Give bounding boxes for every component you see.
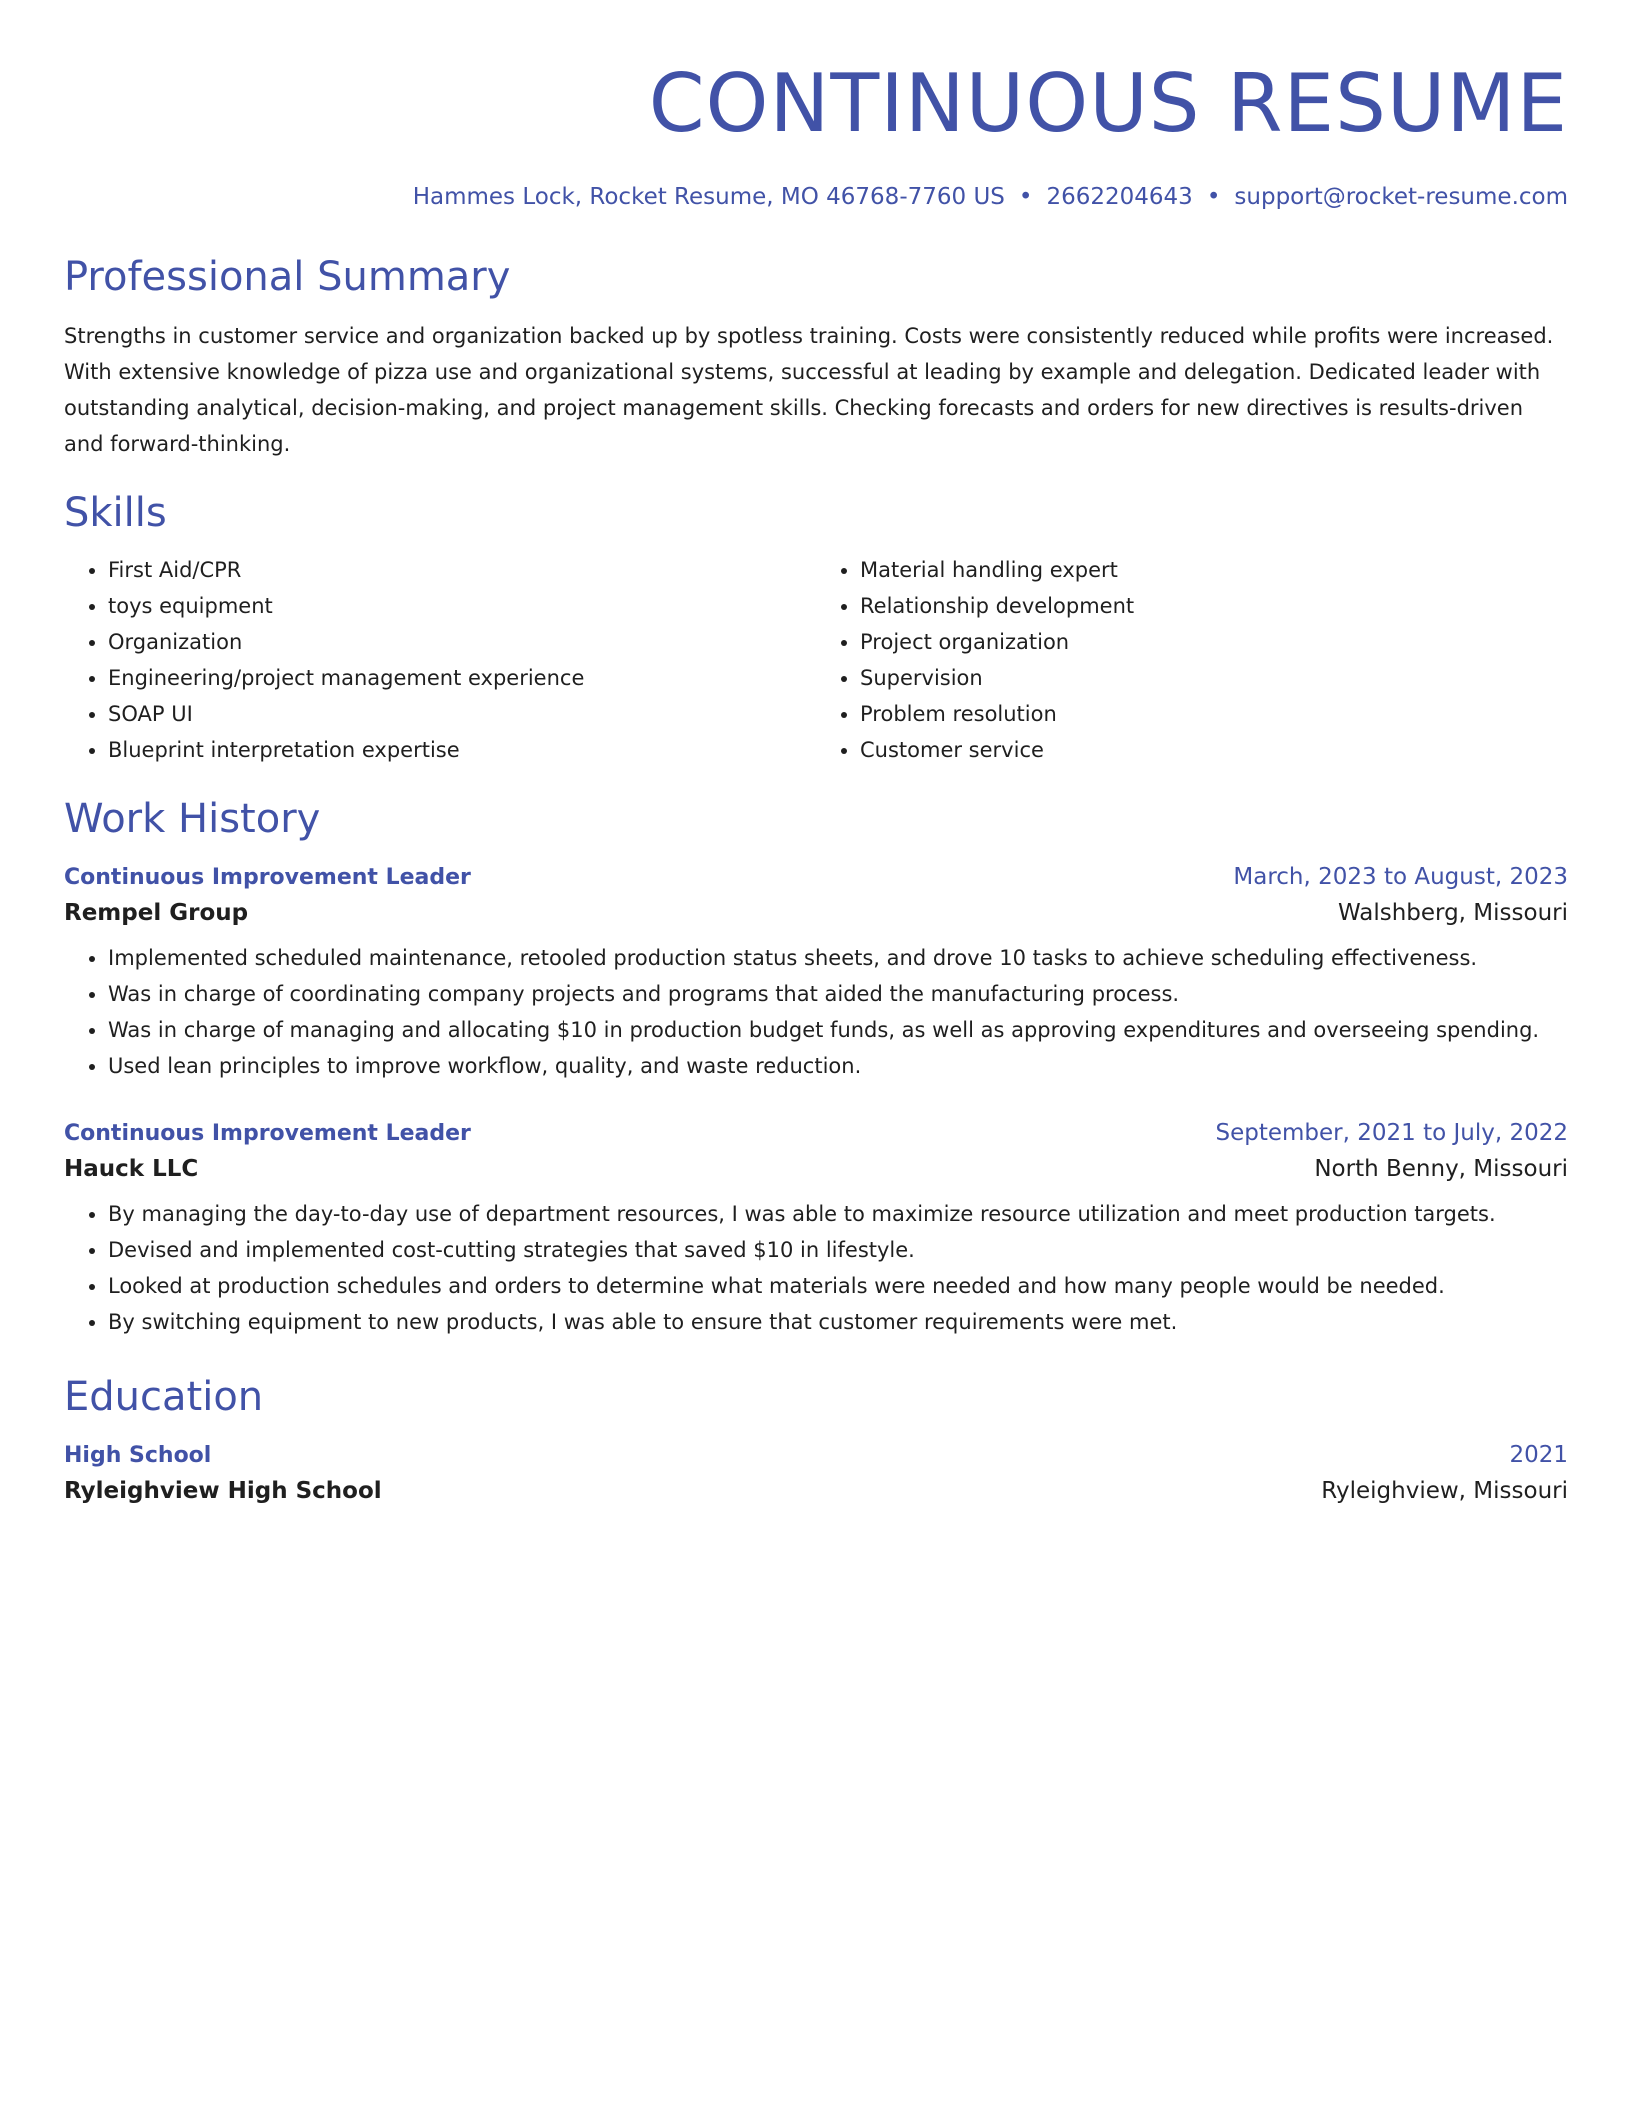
job-dates: September, 2021 to July, 2022 <box>1215 1120 1568 1146</box>
job-header-row <box>64 1120 1568 1146</box>
job-company-row <box>64 1156 1568 1182</box>
job-location: Walshberg, Missouri <box>1337 900 1568 926</box>
skill-item: • Project organization <box>860 624 1568 660</box>
contact-email: support@rocket-resume.com <box>1234 184 1568 210</box>
job-location: North Benny, Missouri <box>1314 1156 1568 1182</box>
job-duties-list <box>64 940 1568 1084</box>
contact-phone: 2662204643 <box>1046 184 1193 210</box>
skill-item: • Blueprint interpretation expertise <box>108 732 816 768</box>
job-duty: • Was in charge of coordinating company projects and programs that aided the manufacturing process. <box>108 976 1568 1012</box>
skill-item: • Material handling expert <box>860 552 1568 588</box>
job-company: Hauck LLC <box>64 1156 199 1182</box>
job-entry <box>64 864 1568 1084</box>
job-company-row <box>64 900 1568 926</box>
contact-separator: • <box>1206 184 1221 210</box>
resume-name: CONTINUOUS RESUME <box>648 57 1568 150</box>
skills-list-right <box>816 552 1568 768</box>
job-role: Continuous Improvement Leader <box>64 1121 471 1146</box>
job-duty: • Implemented scheduled maintenance, retooled production status sheets, and drove 10 tasks to achieve scheduling effectiveness. <box>108 940 1568 976</box>
skills-columns <box>64 552 1568 768</box>
education-section <box>64 1374 1568 1504</box>
skills-list-left <box>64 552 816 768</box>
skill-item: • Engineering/project management experience <box>108 660 816 696</box>
education-header-row <box>64 1442 1568 1468</box>
section-title-summary: Professional Summary <box>64 254 511 300</box>
section-title-education: Education <box>64 1374 264 1420</box>
job-duty: • By managing the day-to-day use of department resources, I was able to maximize resource utilization and meet production targets. <box>108 1196 1568 1232</box>
education-entry <box>64 1442 1568 1504</box>
job-duty: • By switching equipment to new products, I was able to ensure that customer requirements were met. <box>108 1304 1568 1340</box>
summary-text: Strengths in customer service and organization backed up by spotless training. Costs were consistently reduced while profits were increased. With extensive knowledge of pizza use and organizational systems, successful at leading by example and delegation. Dedicated leader with outstanding analytical, decision-making, and project management skills. Checking forecasts and orders for new directives is results-driven and forward-thinking. <box>64 324 1554 456</box>
skill-item: • Problem resolution <box>860 696 1568 732</box>
job-entry <box>64 1120 1568 1340</box>
skill-item: • First Aid/CPR <box>108 552 816 588</box>
skill-item: • Customer service <box>860 732 1568 768</box>
contact-address: Hammes Lock, Rocket Resume, MO 46768-7760 US <box>412 184 1005 210</box>
skill-item: • toys equipment <box>108 588 816 624</box>
education-school-row <box>64 1478 1568 1504</box>
contact-separator: • <box>1018 184 1033 210</box>
job-header-row <box>64 864 1568 890</box>
skills-section <box>64 490 1568 768</box>
job-role: Continuous Improvement Leader <box>64 865 471 890</box>
job-duty: • Was in charge of managing and allocating $10 in production budget funds, as well as approving expenditures and overseeing spending. <box>108 1012 1568 1048</box>
job-dates: March, 2023 to August, 2023 <box>1233 864 1568 890</box>
skill-item: • SOAP UI <box>108 696 816 732</box>
section-title-work-history: Work History <box>64 796 321 842</box>
work-history-section <box>64 796 1568 1340</box>
job-duties-list <box>64 1196 1568 1340</box>
skill-item: • Relationship development <box>860 588 1568 624</box>
education-year: 2021 <box>1509 1442 1568 1468</box>
contact-line <box>64 184 1568 210</box>
job-duty: • Devised and implemented cost-cutting strategies that saved $10 in lifestyle. <box>108 1232 1568 1268</box>
job-duty: • Used lean principles to improve workflow, quality, and waste reduction. <box>108 1048 1568 1084</box>
job-company: Rempel Group <box>64 900 249 926</box>
education-degree: High School <box>64 1443 212 1468</box>
skill-item: • Supervision <box>860 660 1568 696</box>
section-title-skills: Skills <box>64 490 167 536</box>
professional-summary-section <box>64 254 1568 462</box>
education-location: Ryleighview, Missouri <box>1321 1478 1568 1504</box>
skill-item: • Organization <box>108 624 816 660</box>
job-duty: • Looked at production schedules and orders to determine what materials were needed and how many people would be needed. <box>108 1268 1568 1304</box>
education-school: Ryleighview High School <box>64 1478 382 1504</box>
